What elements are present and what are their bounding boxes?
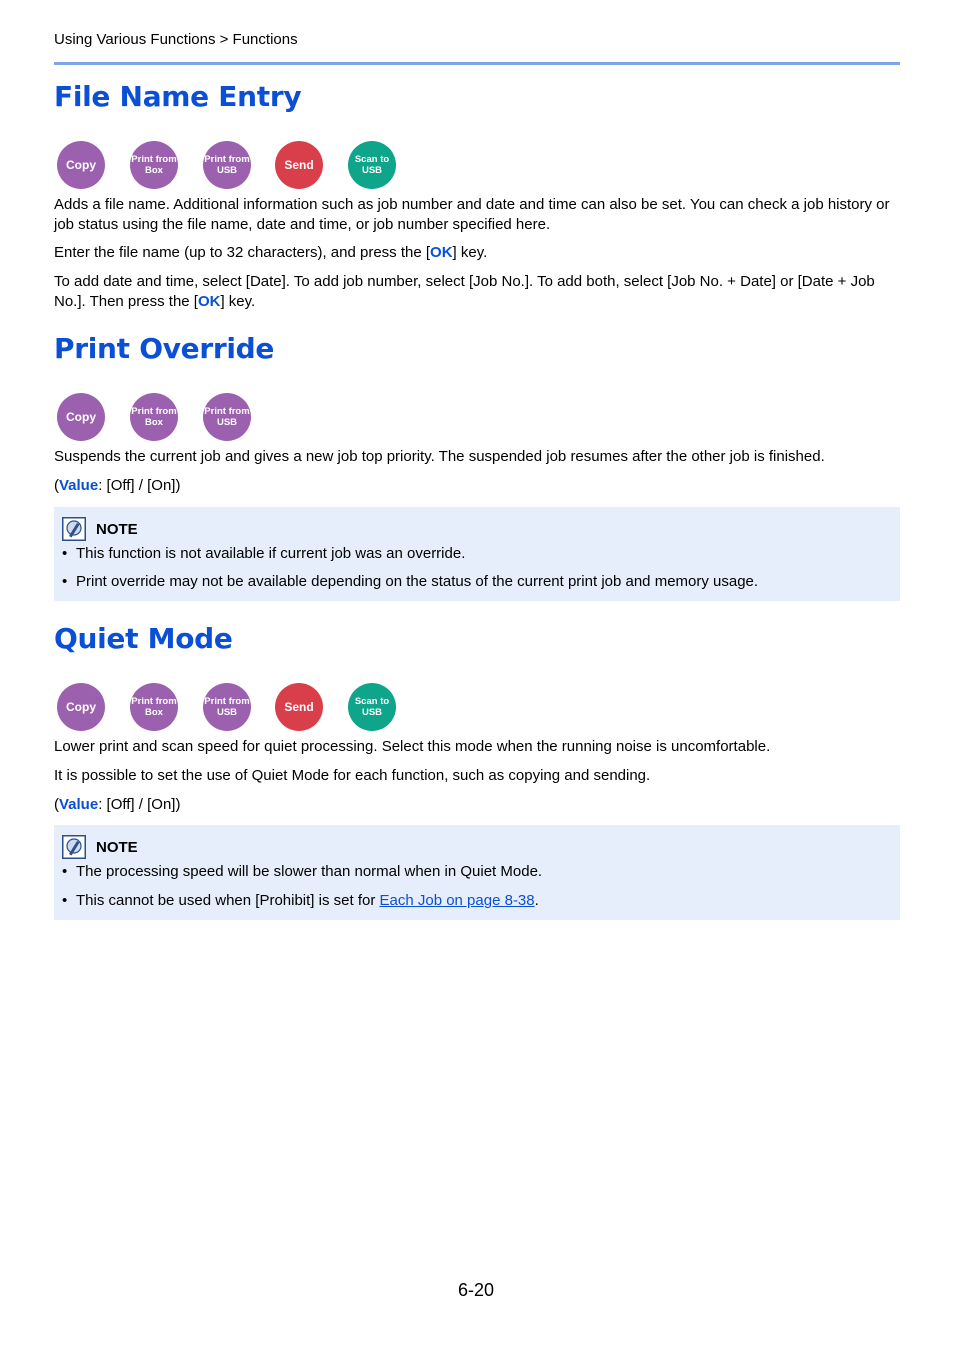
paragraph: It is possible to set the use of Quiet Mode for each function, such as copying and sending. xyxy=(54,767,651,784)
send-badge-icon: Send xyxy=(275,683,323,731)
ok-key-label: OK xyxy=(197,292,221,310)
note-item: • The processing speed will be slower than normal when in Quiet Mode. xyxy=(62,863,543,880)
page-number: 6-20 xyxy=(458,1280,495,1300)
paragraph: Suspends the current job and gives a new job top priority. The suspended job resumes after the other job is finished. xyxy=(54,448,825,465)
print-from-box-badge-icon: Print from Box xyxy=(130,683,178,731)
paragraph: To add date and time, select [Date]. To add job number, select [Job No.]. To add both, select [Job No. + Date] or [Date + Job No.]. Then press the [OK] key. xyxy=(54,273,875,310)
note-item: • This function is not available if current job was an override. xyxy=(62,545,466,562)
print-from-usb-badge-icon: Print from USB xyxy=(203,683,251,731)
copy-badge-icon: Copy xyxy=(57,683,105,731)
note-pencil-icon xyxy=(62,835,86,859)
print-from-usb-badge-icon: Print from USB xyxy=(203,141,251,189)
copy-badge-icon: Copy xyxy=(57,141,105,189)
print-from-box-badge-icon: Print from Box xyxy=(130,141,178,189)
value-label: Value xyxy=(59,796,99,813)
note-box xyxy=(54,825,900,920)
paragraph: Lower print and scan speed for quiet processing. Select this mode when the running noise is uncomfortable. xyxy=(54,738,771,755)
value-line: (Value: [Off] / [On]) xyxy=(54,796,181,813)
copy-badge-icon: Copy xyxy=(57,393,105,441)
paragraph: Adds a file name. Additional information such as job number and date and time can also be set. You can check a job history or job status using the file name, date and time, or job number specified here. xyxy=(54,196,890,233)
paragraph: Enter the file name (up to 32 characters), and press the [OK] key. xyxy=(54,244,488,261)
section-title-print-override: Print Override xyxy=(54,332,275,365)
section-title-quiet-mode: Quiet Mode xyxy=(54,622,233,655)
note-title: NOTE xyxy=(96,520,138,538)
note-header xyxy=(62,835,138,859)
note-item: • Print override may not be available depending on the status of the current print job and memory usage. xyxy=(62,573,759,590)
ok-key-label: OK xyxy=(430,244,453,261)
each-job-link[interactable]: Each Job on page 8-38 xyxy=(379,892,535,909)
breadcrumb: Using Various Functions > Functions xyxy=(54,31,298,48)
note-box xyxy=(54,507,900,601)
note-item: • This cannot be used when [Prohibit] is set for Each Job on page 8-38. xyxy=(62,892,539,909)
note-title: NOTE xyxy=(96,838,138,856)
value-line: (Value: [Off] / [On]) xyxy=(54,477,181,494)
print-from-box-badge-icon: Print from Box xyxy=(130,393,178,441)
section-title-file-name-entry: File Name Entry xyxy=(54,80,302,113)
print-from-usb-badge-icon: Print from USB xyxy=(203,393,251,441)
send-badge-icon: Send xyxy=(275,141,323,189)
note-header xyxy=(62,517,138,541)
scan-to-usb-badge-icon: Scan to USB xyxy=(348,141,396,189)
value-label: Value xyxy=(59,477,99,494)
header-rule xyxy=(54,62,900,65)
note-pencil-icon xyxy=(62,517,86,541)
scan-to-usb-badge-icon: Scan to USB xyxy=(348,683,396,731)
